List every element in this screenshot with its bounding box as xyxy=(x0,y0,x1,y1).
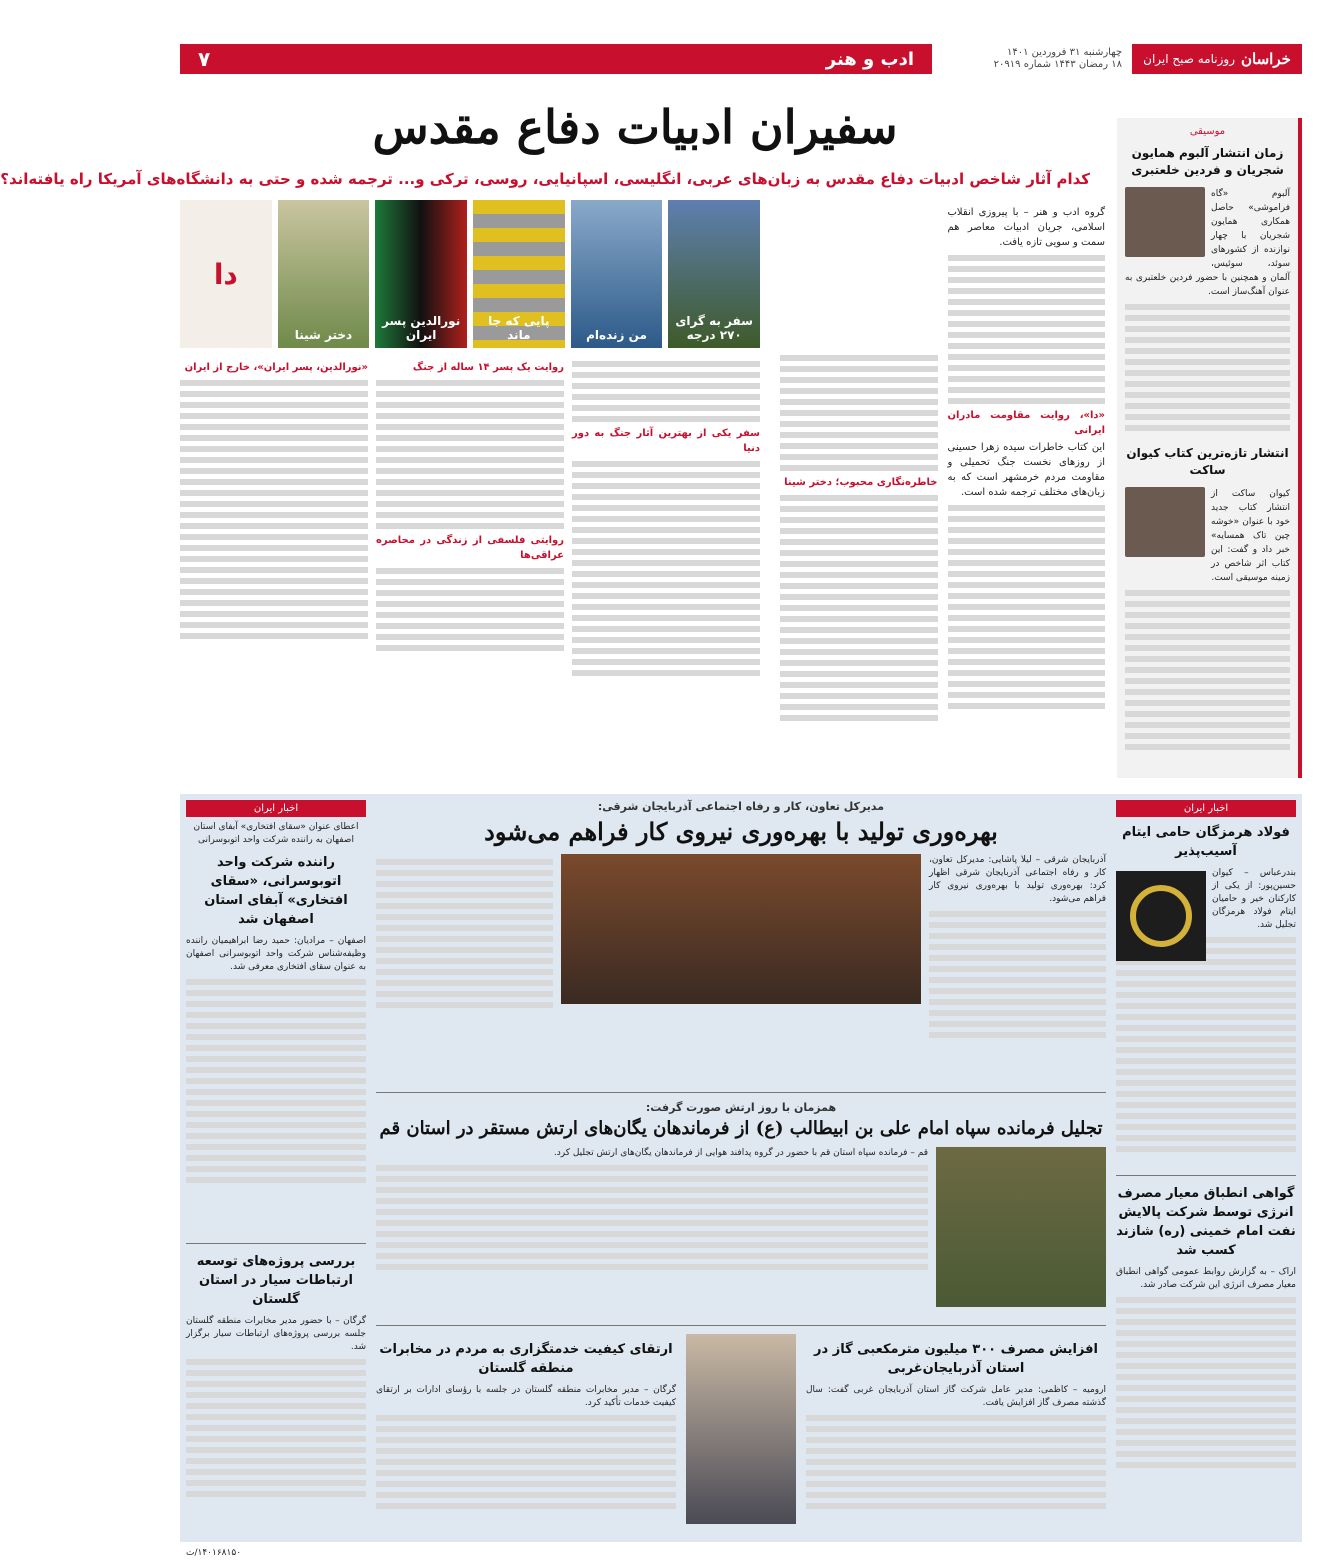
sidebar-title-book[interactable]: انتشار تازه‌ترین کتاب کیوان ساکت xyxy=(1126,446,1289,477)
labor-meeting-photo xyxy=(561,854,921,1004)
article-body-da: این کتاب خاطرات سیده زهرا حسینی از روزهای نخست جنگ تحمیلی و مقاومت مردم خرمشهر است که به زبان‌های مختلف ترجمه شده است. xyxy=(947,442,1105,498)
cover-man-zendeam[interactable] xyxy=(571,200,663,348)
cover-nooreddin[interactable] xyxy=(375,200,467,348)
article-col-5 xyxy=(180,356,368,776)
cover-dokhtar-shina[interactable] xyxy=(278,200,370,348)
army-text xyxy=(376,1147,928,1317)
footer-code: ۱۴۰۱۶۸۱۵۰/ت xyxy=(186,1548,242,1558)
subtitle-da: «دا»، روایت مقاومت مادران ایرانی xyxy=(947,410,1105,436)
page-header xyxy=(180,44,1302,74)
cover-title: من زنده‌ام xyxy=(586,328,647,342)
singer-photo xyxy=(1125,187,1205,257)
brand-logo: خراسان xyxy=(1241,50,1291,68)
army-body-text: قم – فرمانده سپاه استان قم با حضور در گروه پدافند هوایی از فرماندهان یگان‌های ارتش تجلیل کرد. xyxy=(553,1148,928,1158)
main-headline[interactable]: سفیران ادبیات دفاع مقدس xyxy=(372,100,898,154)
gas-article xyxy=(806,1334,1106,1534)
news-body-foolad-text: بندرعباس – کیوان حسین‌پور: از یکی از کارکنان خیر و حامیان ایتام فولاد هرمزگان تجلیل شد. xyxy=(1212,868,1296,930)
subtitle-nooreddin: «نورالدین، پسر ایران»، خارج از ایران xyxy=(184,362,368,373)
sidebar-tag: موسیقی xyxy=(1189,126,1226,137)
brand-block[interactable] xyxy=(1132,44,1302,74)
news-center-column xyxy=(376,800,1106,1536)
news-left-column xyxy=(186,800,366,1558)
subtitle-safar: سفر یکی از بهترین آثار جنگ به دور دنیا xyxy=(572,428,760,454)
cover-da[interactable] xyxy=(180,200,272,348)
news-title-refinery[interactable]: گواهی انطباق معیار مصرف انرژی توسط شرکت پالایش نفت امام خمینی (ره) شازند کسب شد xyxy=(1116,1186,1296,1258)
article-col-1 xyxy=(948,205,1106,765)
article-col-2 xyxy=(780,205,938,765)
telecom-headline[interactable]: ارتقای کیفیت خدمتگزاری به مردم در مخابرات منطقه گلستان xyxy=(379,1342,673,1376)
regional-news-box xyxy=(180,794,1302,1558)
subtitle-shina: خاطره‌نگاری محبوب؛ دختر شینا xyxy=(784,477,938,488)
gas-text xyxy=(806,1384,1106,1534)
news-title-driver[interactable]: راننده شرکت واحد اتوبوسرانی، «سقای افتخاری» آبفای استان اصفهان شد xyxy=(204,855,348,927)
article-upper-columns xyxy=(780,205,1105,765)
army-kicker: همزمان با روز ارتش صورت گرفت: xyxy=(645,1101,837,1114)
article-col-4 xyxy=(376,356,564,776)
issue-info xyxy=(932,44,1132,74)
news-body-refinery-text: اراک – به گزارش روابط عمومی گواهی انطباق معیار مصرف انرژی این شرکت صادر شد. xyxy=(1116,1267,1296,1290)
gas-headline[interactable]: افزایش مصرف ۳۰۰ میلیون مترمکعبی گاز در استان آذربایجان‌غربی xyxy=(814,1342,1098,1376)
news-body-golestan xyxy=(186,1315,366,1545)
article-col-3 xyxy=(572,356,760,776)
labor-kicker: مدیرکل تعاون، کار و رفاه اجتماعی آذربایجان شرقی: xyxy=(597,800,885,813)
article-intro: گروه ادب و هنر – با پیروزی انقلاب اسلامی، جریان ادبیات معاصر هم سمت و سویی تازه یافت. xyxy=(947,207,1105,248)
gas-official-photo xyxy=(686,1334,796,1524)
cover-title: دختر شینا xyxy=(294,328,353,342)
cover-payi-ke-ja-mand[interactable] xyxy=(473,200,565,348)
news-body-driver xyxy=(186,935,366,1235)
issue-date: چهارشنبه ۳۱ فروردین ۱۴۰۱ xyxy=(1006,47,1122,58)
army-article xyxy=(376,1147,1106,1317)
news-body-golestan-text: گرگان – با حضور مدیر مخابرات منطقه گلستان جلسه بررسی پروژه‌های ارتباطات سیار برگزار شد. xyxy=(186,1316,366,1352)
main-subhead: کدام آثار شاخص ادبیات دفاع مقدس به زبان‌های عربی، انگلیسی، اسپانیایی، روسی، ترکی و... ترجمه شده و حتی به دانشگاه‌های آمریکا راه یافته‌اند؟ xyxy=(0,170,1090,188)
gas-body-text: ارومیه – کاظمی: مدیر عامل شرکت گاز استان آذربایجان غربی گفت: سال گذشته مصرف گاز افزایش یافت. xyxy=(806,1385,1106,1408)
news-title-foolad[interactable]: فولاد هرمزگان حامی ایتام آسیب‌پذیر xyxy=(1122,825,1290,859)
section-title: ادب و هنر xyxy=(825,48,914,70)
news-body-refinery xyxy=(1116,1266,1296,1496)
news-right-column xyxy=(1116,800,1296,1536)
cover-title: پایی که جا ماند xyxy=(488,314,550,342)
labor-body-text: آذربایجان شرقی – لیلا پاشایی: مدیرکل تعاون، کار و رفاه اجتماعی آذربایجان شرقی اظهار کرد: بهره‌وری تولید با بهره‌وری نیروی کار فراهم می‌شود. xyxy=(929,855,1106,904)
army-ceremony-photo xyxy=(936,1147,1106,1307)
telecom-text xyxy=(376,1384,676,1534)
subtitle-14yr: روایت یک پسر ۱۴ ساله از جنگ xyxy=(412,362,564,373)
army-headline[interactable]: تجلیل فرمانده سپاه امام علی بن ابیطالب (ع) از فرماندهان یگان‌های ارتش مستقر در استان قم xyxy=(379,1118,1103,1139)
page-number: ۷ xyxy=(198,47,211,71)
subtitle-philosophy: روایتی فلسفی از زندگی در محاصره عراقی‌ها xyxy=(376,535,564,561)
labor-text-b xyxy=(376,854,553,1084)
author-photo xyxy=(1125,487,1205,557)
labor-headline[interactable]: بهره‌وری تولید با بهره‌وری نیروی کار فراهم می‌شود xyxy=(484,817,998,846)
book-covers xyxy=(180,200,760,348)
telecom-body-text: گرگان – مدیر مخابرات منطقه گلستان در جلسه با رؤسای ادارات بر ارتقای کیفیت خدمات تأکید کرد. xyxy=(376,1385,676,1408)
news-tag-left: اخبار ایران xyxy=(186,800,366,817)
news-tag-right: اخبار ایران xyxy=(1116,800,1296,817)
music-sidebar xyxy=(1117,118,1302,778)
section-bar xyxy=(180,44,932,74)
telecom-article xyxy=(376,1334,676,1534)
cover-safar-270[interactable] xyxy=(668,200,760,348)
sidebar-title-album[interactable]: زمان انتشار آلبوم همایون شجریان و فردین خلعتبری xyxy=(1131,146,1284,177)
sidebar-body-book-text: کیوان ساکت از انتشار کتاب جدید خود با عنوان «خوشه چین تاک همسایه» خبر داد و گفت: این کتاب اثر شاخص در زمینه موسیقی است. xyxy=(1211,489,1290,583)
issue-number: ۱۸ رمضان ۱۴۴۳ شماره ۲۰۹۱۹ xyxy=(993,59,1122,70)
news-body-driver-text: اصفهان – مرادیان: حمید رضا ابراهیمیان راننده وظیفه‌شناس شرکت واحد اتوبوسرانی اصفهان به عنوان سقای افتخاری معرفی شد. xyxy=(186,936,366,972)
brand-tagline: روزنامه صبح ایران xyxy=(1143,52,1235,66)
lower-center-articles xyxy=(376,1334,1106,1534)
news-title-golestan[interactable]: بررسی پروژه‌های توسعه ارتباطات سیار در استان گلستان xyxy=(196,1254,356,1307)
sidebar-body-album-text: آلبوم «گاه فراموشی» حاصل همکاری همایون شجریان با چهار نوازنده از کشورهای سوئد، سوئیس، آلمان و همچنین با حضور فردین خلعتبری به عنوان آهنگ‌ساز است. xyxy=(1125,189,1290,297)
labor-article xyxy=(376,854,1106,1084)
article-lower-columns xyxy=(180,356,760,776)
cover-title: نورالدین پسر ایران xyxy=(382,314,461,342)
labor-text-a xyxy=(929,854,1106,1084)
cover-title: دا xyxy=(213,257,238,291)
foolad-emblem xyxy=(1116,871,1206,961)
cover-title: سفر به گرای ۲۷۰ درجه xyxy=(675,314,753,342)
left-caption: اعطای عنوان «سقای افتخاری» آبفای استان اصفهان به راننده شرکت واحد اتوبوسرانی xyxy=(193,822,359,845)
